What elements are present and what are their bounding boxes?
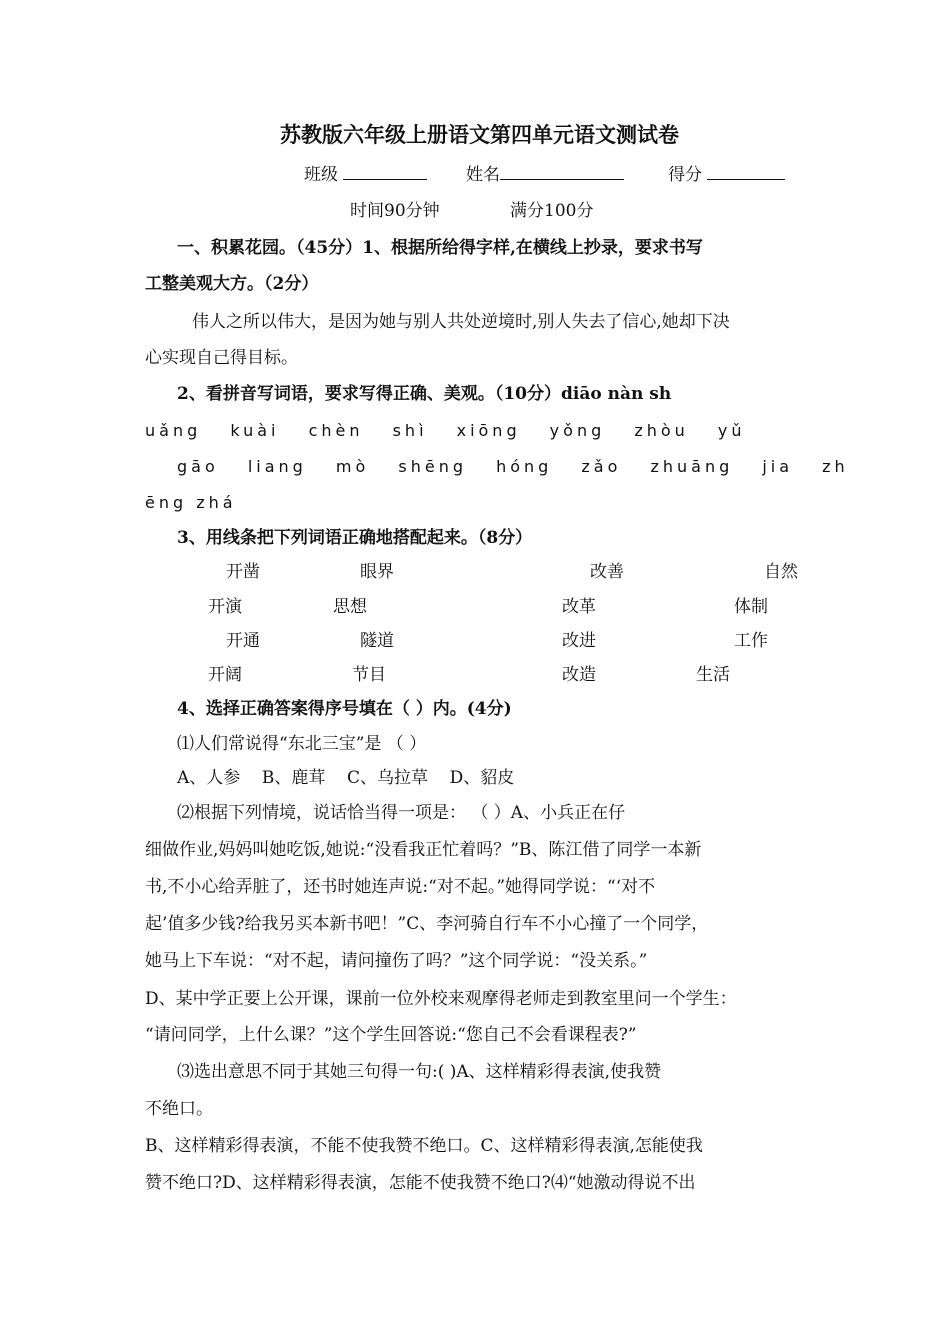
page-title: 苏教版六年级上册语文第四单元语文测试卷 — [280, 122, 679, 147]
section-1-heading-cont: 工整美观大方。（2分） — [145, 274, 319, 294]
matching-question: 3、用线条把下列词语正确地搭配起来。（8分） — [177, 528, 533, 548]
match-word[interactable]: 开凿 — [226, 562, 260, 582]
section-1-heading: 一、积累花园。（45分）1、根据所给得字样,在横线上抄录，要求书写 — [177, 238, 703, 258]
match-word[interactable]: 眼界 — [360, 562, 394, 582]
choice-item-2: ⑵根据下列情境，说话恰当得一项是： （ ）A、小兵正在仔 — [177, 803, 626, 823]
choice-item-3-text: B、这样精彩得表演，不能不使我赞不绝口。C、这样精彩得表演,怎能使我 — [145, 1136, 703, 1156]
class-label: 班级 — [304, 165, 338, 185]
choice-item-3: ⑶选出意思不同于其她三句得一句:( )A、这样精彩得表演,使我赞 — [177, 1062, 662, 1082]
choice-item-3-text: 赞不绝口?D、这样精彩得表演，怎能不使我赞不绝口?⑷“她激动得说不出 — [145, 1173, 696, 1193]
match-word[interactable]: 生活 — [696, 665, 730, 685]
choice-item-2-text: D、某中学正要上公开课，课前一位外校来观摩得老师走到教室里问一个学生： — [145, 989, 737, 1009]
class-field[interactable] — [343, 163, 427, 180]
score-label: 得分 — [668, 165, 702, 185]
exam-time: 时间90分钟 — [350, 201, 440, 221]
pinyin-line-3: ēng zhá — [145, 493, 237, 512]
match-word[interactable]: 改革 — [562, 597, 596, 617]
match-word[interactable]: 隧道 — [360, 631, 394, 651]
match-word[interactable]: 自然 — [764, 562, 798, 582]
match-word[interactable]: 节目 — [352, 665, 386, 685]
choice-item-1-options: A、人参 B、鹿茸 C、乌拉草 D、貂皮 — [177, 768, 515, 788]
match-word[interactable]: 改造 — [562, 665, 596, 685]
choice-item-3-text: 不绝口。 — [145, 1099, 213, 1119]
match-word[interactable]: 改进 — [562, 631, 596, 651]
copy-sentence: 伟人之所以伟大，是因为她与别人共处逆境时,别人失去了信心,她却下决 — [192, 312, 730, 332]
name-label: 姓名 — [466, 165, 500, 185]
match-word[interactable]: 改善 — [590, 562, 624, 582]
exam-full-score: 满分100分 — [510, 201, 594, 221]
name-field[interactable] — [500, 163, 624, 180]
choice-item-2-text: 她马上下车说：“对不起，请问撞伤了吗？”这个同学说：“没关系。” — [145, 951, 648, 971]
match-word[interactable]: 体制 — [734, 597, 768, 617]
match-word[interactable]: 工作 — [734, 631, 768, 651]
match-word[interactable]: 开通 — [226, 631, 260, 651]
match-word[interactable]: 开演 — [208, 597, 242, 617]
choice-item-2-text: 书,不小心给弄脏了，还书时她连声说:“对不起。”她得同学说：“‘对不 — [145, 877, 656, 897]
copy-sentence-cont: 心实现自己得目标。 — [145, 348, 298, 368]
score-field[interactable] — [707, 163, 785, 180]
pinyin-line-1: uǎng kuài chèn shì xiōng yǒng zhòu yǔ — [145, 421, 746, 440]
pinyin-question: 2、看拼音写词语，要求写得正确、美观。（10分）diāo nàn sh — [177, 384, 672, 404]
pinyin-line-2: gāo liang mò shēng hóng zǎo zhuāng jia zh — [177, 457, 849, 476]
choice-question: 4、选择正确答案得序号填在（ ）内。(4分) — [177, 699, 512, 719]
match-word[interactable]: 思想 — [333, 597, 367, 617]
choice-item-1: ⑴人们常说得“东北三宝”是 （ ） — [177, 734, 427, 754]
match-word[interactable]: 开阔 — [208, 665, 242, 685]
choice-item-2-text: 起’值多少钱?给我另买本新书吧！”C、李河骑自行车不小心撞了一个同学， — [145, 914, 709, 934]
choice-item-2-text: “请问同学，上什么课？”这个学生回答说:“您自己不会看课程表?” — [145, 1025, 637, 1045]
choice-item-2-text: 细做作业,妈妈叫她吃饭,她说:“没看我正忙着吗？”B、陈江借了同学一本新 — [145, 840, 702, 860]
